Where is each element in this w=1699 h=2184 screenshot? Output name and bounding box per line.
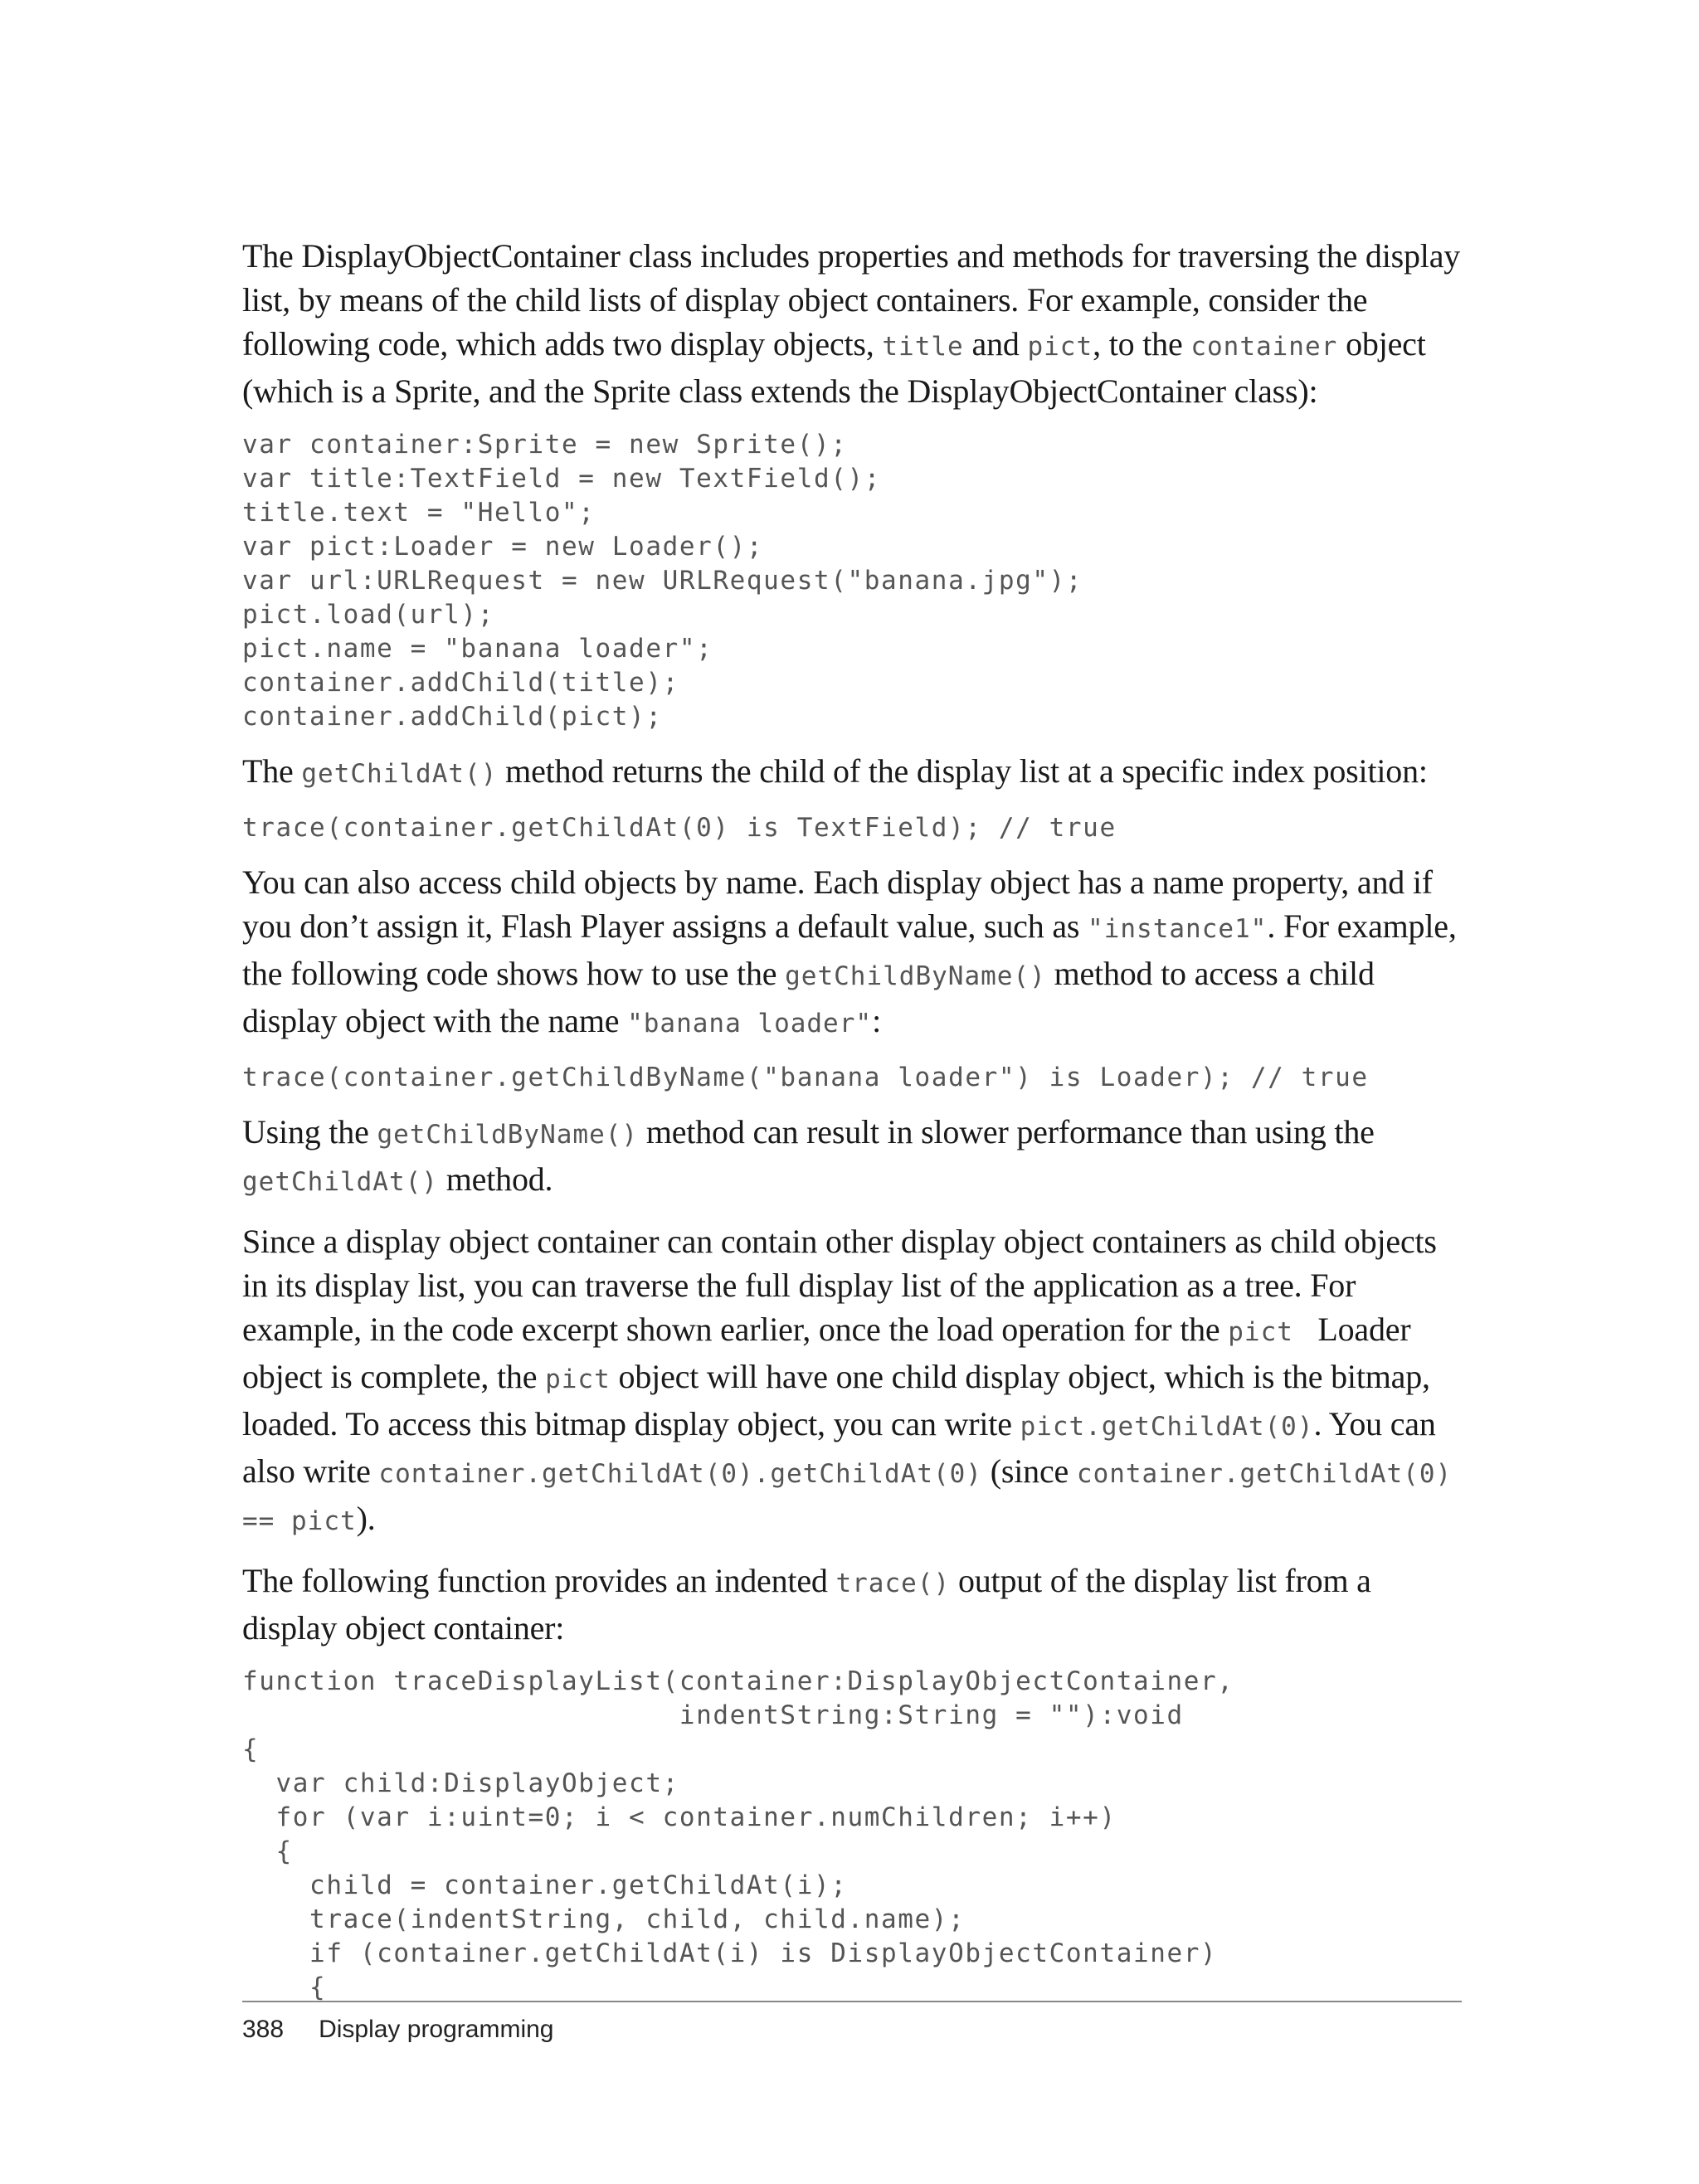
text-run: The following function provides an indented	[242, 1562, 836, 1599]
inline-code: "banana loader"	[627, 1009, 873, 1038]
inline-code: title	[882, 332, 964, 362]
inline-code: pict	[545, 1364, 611, 1394]
text-run: . You can also write	[242, 1405, 1436, 1490]
text-run: output of the display list from a display object container:	[242, 1562, 1371, 1647]
text-run: ).	[356, 1500, 376, 1537]
inline-code: getChildByName()	[377, 1120, 639, 1150]
footer-rule	[242, 2001, 1462, 2002]
text-run: Using the	[242, 1113, 377, 1150]
text-run: Since a display object container can contain other display object containers as child objects in its display list, you can traverse the full display list of the application as a tree. For example, in the code excerpt shown earlier, once the load operation for the	[242, 1223, 1437, 1348]
traversal-paragraph	[242, 1219, 1462, 1544]
text-run: and	[963, 325, 1028, 362]
text-run: method returns the child of the display list at a specific index position:	[497, 752, 1428, 790]
code-block-tracedisplaylist: function traceDisplayList(container:DisplayObjectContainer, indentString:String = ""):void { var child:DisplayObject; for (var i:uint=0; i < container.numChildren; i++) { child = container.getChildAt(i); trace(indentString, child, child.name); if (container.getChildAt(i) is DisplayObjectContainer) {	[242, 1666, 1234, 2002]
text-run: object (which is a Sprite, and the Sprite class extends the DisplayObjectContainer class):	[242, 325, 1426, 410]
getchildat-paragraph	[242, 749, 1462, 796]
text-run: method can result in slower performance than using the	[638, 1113, 1375, 1150]
inline-code: container.getChildAt(0).getChildAt(0)	[378, 1459, 982, 1489]
section-title: Display programming	[319, 2016, 554, 2043]
text-run: You can also access child objects by name. Each display object has a name property, and if you don’t assign it, Flash Player assigns a default value, such as	[242, 863, 1433, 945]
trace-function-paragraph	[242, 1559, 1462, 1650]
text-run: method.	[437, 1160, 553, 1198]
inline-code: "instance1"	[1088, 914, 1268, 944]
inline-code: pict.getChildAt(0)	[1020, 1412, 1314, 1442]
text-run: method to access a child display object with the name	[242, 955, 1375, 1039]
access-by-name-paragraph	[242, 860, 1462, 1046]
inline-code: pict	[1228, 1317, 1310, 1347]
code-block-container-setup: var container:Sprite = new Sprite(); var title:TextField = new TextField(); title.text = "Hello"; var pict:Loader = new Loader(); var url:URLRequest = new URLRequest("banana.jpg"); pict.load(url); pict.name = "banana loader"; container.addChild(title); container.addChild(pict);	[242, 430, 1083, 732]
text-run: Loader object is complete, the	[242, 1311, 1411, 1395]
text-run: , to the	[1093, 325, 1191, 362]
text-run: The	[242, 752, 302, 790]
inline-code: getChildAt()	[242, 1167, 438, 1197]
inline-code: container	[1190, 332, 1338, 362]
code-block-getchildbyname: trace(container.getChildByName("banana loader") is Loader); // true	[242, 1063, 1369, 1092]
text-run: . For example, the following code shows how to use the	[242, 907, 1457, 992]
text-run: The DisplayObjectContainer class includes properties and methods for traversing the display list, by means of the child lists of display object containers. For example, consider the following code, which adds two display objects,	[242, 237, 1461, 362]
code-block-getchildat: trace(container.getChildAt(0) is TextField); // true	[242, 813, 1117, 843]
intro-paragraph	[242, 234, 1462, 413]
inline-code: getChildAt()	[301, 759, 498, 789]
inline-code: trace()	[835, 1569, 951, 1598]
page-number: 388	[242, 2016, 285, 2043]
inline-code: getChildByName()	[785, 961, 1046, 991]
text-run: object will have one child display object, which is the bitmap, loaded. To access this bitmap display object, you can write	[242, 1358, 1430, 1442]
text-run: :	[872, 1002, 881, 1039]
inline-code: pict	[1027, 332, 1093, 362]
page-content	[242, 234, 1462, 2020]
inline-code: container.getChildAt(0) == pict	[242, 1459, 1453, 1536]
performance-paragraph	[242, 1110, 1462, 1204]
text-run: (since	[981, 1452, 1077, 1490]
page-footer	[242, 2016, 554, 2044]
